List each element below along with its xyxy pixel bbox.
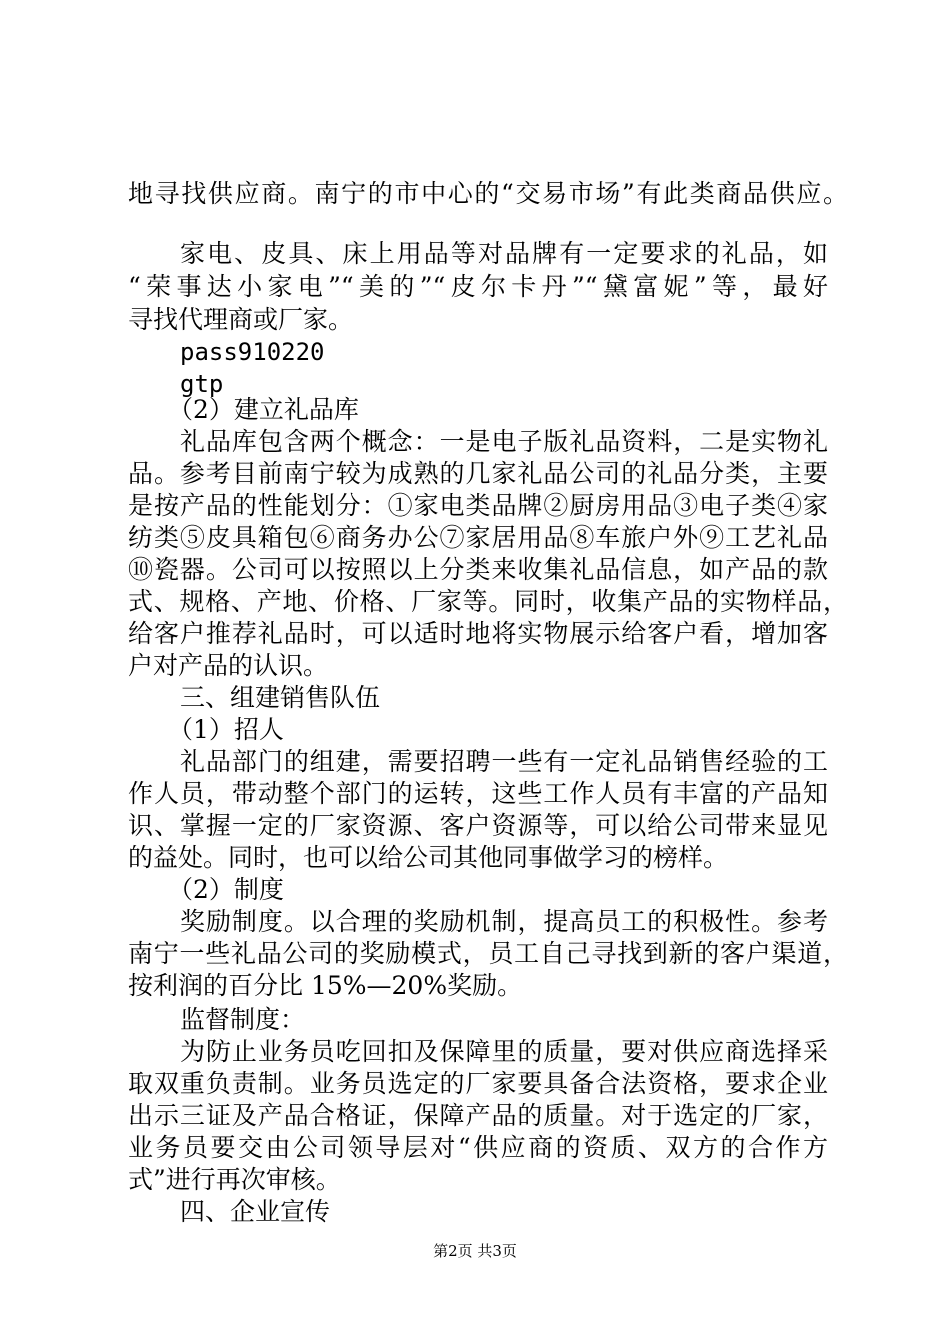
text-line: 是按产品的性能划分：①家电类品牌②厨房用品③电子类④家 — [128, 491, 828, 520]
text-line: 出示三证及产品合格证，保障产品的质量。对于选定的厂家， — [128, 1101, 828, 1130]
text-line: 奖励制度。以合理的奖励机制，提高员工的积极性。参考 — [180, 907, 828, 936]
page-footer: 第2页 共3页 — [433, 1242, 517, 1260]
text-line: 业务员要交由公司领导层对“供应商的资质、双方的合作方 — [128, 1133, 828, 1162]
text-line: 品。参考目前南宁较为成熟的几家礼品公司的礼品分类，主要 — [128, 459, 828, 488]
text-line: 监督制度： — [180, 1005, 306, 1034]
text-line: “荣事达小家电”“美的”“皮尔卡丹”“黛富妮”等，最好 — [128, 272, 828, 301]
text-line: 式”进行再次审核。 — [128, 1165, 341, 1194]
text-line: ⑩瓷器。公司可以按照以上分类来收集礼品信息，如产品的款 — [128, 555, 828, 584]
text-line: 地寻找供应商。南宁的市中心的“交易市场”有此类商品供应。 — [128, 179, 848, 208]
section-heading: （1）招人 — [168, 715, 284, 744]
text-line: 式、规格、产地、价格、厂家等。同时，收集产品的实物样品， — [128, 587, 848, 616]
text-line: 按利润的百分比 15%—20%奖励。 — [128, 971, 523, 1000]
text-line: pass910220 — [180, 338, 325, 366]
text-line: 识、掌握一定的厂家资源、客户资源等，可以给公司带来显见 — [128, 811, 828, 840]
section-heading: （2）制度 — [168, 875, 284, 904]
text-line: 的益处。同时，也可以给公司其他同事做学习的榜样。 — [128, 843, 729, 872]
text-line: 家电、皮具、床上用品等对品牌有一定要求的礼品，如 — [180, 239, 828, 268]
text-line: 寻找代理商或厂家。 — [128, 305, 354, 334]
text-line: 为防止业务员吃回扣及保障里的质量，要对供应商选择采 — [180, 1037, 828, 1066]
text-line: 礼品部门的组建，需要招聘一些有一定礼品销售经验的工 — [180, 747, 828, 776]
text-line: 作人员，带动整个部门的运转，这些工作人员有丰富的产品知 — [128, 779, 828, 808]
section-heading: 四、企业宣传 — [180, 1197, 331, 1226]
text-line: 户对产品的认识。 — [128, 651, 329, 680]
section-heading: （2）建立礼品库 — [168, 395, 359, 424]
section-heading: 三、组建销售队伍 — [180, 683, 381, 712]
text-line: 礼品库包含两个概念：一是电子版礼品资料，二是实物礼 — [180, 427, 828, 456]
text-line: gtp — [180, 370, 224, 398]
text-line: 纺类⑤皮具箱包⑥商务办公⑦家居用品⑧车旅户外⑨工艺礼品 — [128, 523, 828, 552]
text-line: 给客户推荐礼品时，可以适时地将实物展示给客户看，增加客 — [128, 619, 828, 648]
text-line: 南宁一些礼品公司的奖励模式，员工自己寻找到新的客户渠道， — [128, 939, 848, 968]
text-line: 取双重负责制。业务员选定的厂家要具备合法资格，要求企业 — [128, 1069, 828, 1098]
